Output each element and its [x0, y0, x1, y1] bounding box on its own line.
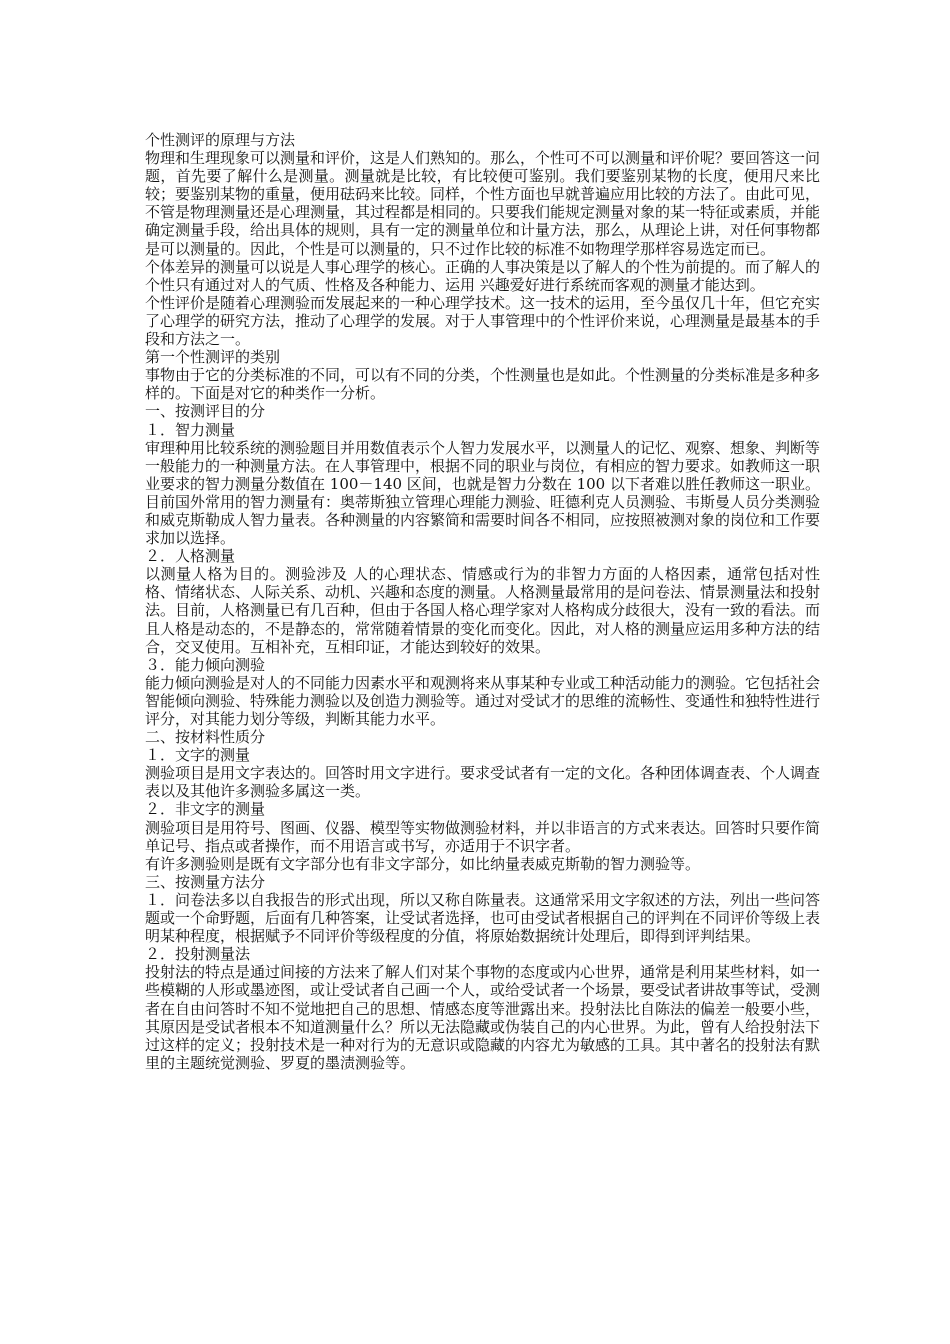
document-page	[145, 131, 820, 1072]
paragraph-questionnaire: １．问卷法多以自我报告的形式出现，所以又称自陈量表。这通常采用文字叙述的方法，列出一些问答题或一个命野题，后面有几种答案，让受试者选择，也可由受试者根据自己的评判在不同评价等级上表明某种程度，根据赋予不同评价等级程度的分值，将原始数据统计处理后，即得到评判结果。	[145, 890, 821, 946]
paragraph-personality: 以测量人格为目的。测验涉及 人的心理状态、情感或行为的非智力方面的人格因素，通常包括对性格、情绪状态、人际关系、动机、兴趣和态度的测量。人格测量最常用的是问卷法、情景测量法和投射法。目前，人格测量已有几百种，但由于各国人格心理学家对人格构成分歧很大，没有一致的看法。而且人格是动态的，不是静态的，常常随着情景的变化而变化。因此，对人格的测量应运用多种方法的结合，交叉使用。互相补充，互相印证，才能达到较好的效果。	[145, 565, 821, 656]
paragraph-mixed: 有许多测验则是既有文字部分也有非文字部分，如比纳量表威克斯勒的智力测验等。	[145, 854, 701, 873]
heading-by-material: 二、按材料性质分	[145, 728, 266, 747]
heading-by-purpose: 一、按测评目的分	[145, 402, 266, 421]
subheading-nonverbal: ２．非文字的测量	[145, 800, 266, 819]
document-title: 个性测评的原理与方法	[145, 131, 296, 149]
subheading-verbal: １．文字的测量	[145, 746, 251, 765]
subheading-intelligence: １．智力测量	[145, 420, 236, 439]
subheading-projective: ２．投射测量法	[145, 945, 251, 964]
paragraph-aptitude: 能力倾向测验是对人的不同能力因素水平和观测将来从事某种专业或工种活动能力的测验。它包括社会智能倾向测验、特殊能力测验以及创造力测验等。通过对受试才的思维的流畅性、变通性和独特性进行评分，对其能力划分等级，判断其能力水平。	[145, 673, 821, 728]
paragraph-core: 个体差异的测量可以说是人事心理学的核心。正确的人事决策是以了解人的个性为前提的。而了解人的个性只有通过对人的气质、性格及各种能力、运用 兴趣爱好进行系统而客观的测量才能达到。	[145, 257, 821, 294]
paragraph-intelligence: 审理种用比较系统的测验题目并用数值表示个人智力发展水平，以测量人的记忆、观察、想象、判断等一般能力的一种测量方法。在人事管理中，根据不同的职业与岗位，有相应的智力要求。如教师这一职业要求的智力测量分数值在 100－140 区间，也就是智力分数在 100 以下者难以胜任教师这一职业。目前国外常用的智力测量有：奥蒂斯独立管理心理能力测验、旺德利克人员测验、韦斯曼人员分类测验和威克斯勒成人智力量表。各种测量的内容繁简和需要时间各不相同，应按照被测对象的岗位和工作要求加以选择。	[145, 438, 821, 548]
heading-by-method: 三、按测量方法分	[145, 872, 266, 891]
section-heading-categories: 第一个性测评的类别	[145, 348, 281, 367]
subheading-personality: ２．人格测量	[145, 547, 236, 566]
paragraph-evaluation: 个性评价是随着心理测验而发展起来的一种心理学技术。这一技术的运用，至今虽仅几十年，但它充实了心理学的研究方法，推动了心理学的发展。对于人事管理中的个性评价来说，心理测量是最基本的手段和方法之一。	[145, 293, 821, 349]
paragraph-verbal: 测验项目是用文字表达的。回答时用文字进行。要求受试者有一定的文化。各种团体调查表、个人调查表以及其他许多测验多属这一类。	[145, 764, 821, 801]
paragraph-projective: 投射法的特点是通过间接的方法来了解人们对某个事物的态度或内心世界，通常是利用某些材料，如一些模糊的人形或墨迹图，或让受试者自己画一个人，或给受试者一个场景，要受试者讲故事等试，受测者在自由问答时不知不觉地把自己的思想、情感态度等泄露出来。投射法比自陈法的偏差一般要小些，其原因是受试者根本不知道测量什么？所以无法隐藏或伪装自己的内心世界。为此，曾有人给投射法下过这样的定义；投射技术是一种对行为的无意识或隐藏的内容尤为敏感的工具。其中著名的投射法有默里的主题统觉测验、罗夏的墨渍测验等。	[145, 963, 821, 1072]
paragraph-nonverbal: 测验项目是用符号、图画、仪器、模型等实物做测验材料，并以非语言的方式来表达。回答时只要作简单记号、指点或者操作，而不用语言或书写，亦适用于不识字者。	[145, 818, 821, 855]
subheading-aptitude: ３．能力倾向测验	[145, 655, 266, 674]
paragraph-categories-intro: 事物由于它的分类标准的不同，可以有不同的分类，个性测量也是如此。个性测量的分类标准是多种多样的。下面是对它的种类作一分析。	[145, 366, 821, 403]
paragraph-intro: 物理和生理现象可以测量和评价，这是人们熟知的。那么，个性可不可以测量和评价呢？要回答这一问题，首先要了解什么是测量。测量就是比较，有比较便可鉴别。我们要鉴别某物的长度，便用尺来比较；要鉴别某物的重量，便用砝码来比较。同样，个性方面也早就普遍应用比较的方法了。由此可见，不管是物理测量还是心理测量，其过程都是相同的。只要我们能规定测量对象的某一特征或素质，并能确定测量手段，给出具体的规则，具有一定的测量单位和计量方法，那么，从理论上讲，对任何事物都是可以测量的。因此，个性是可以测量的，只不过作比较的标准不如物理学那样容易选定而已。	[145, 149, 821, 258]
